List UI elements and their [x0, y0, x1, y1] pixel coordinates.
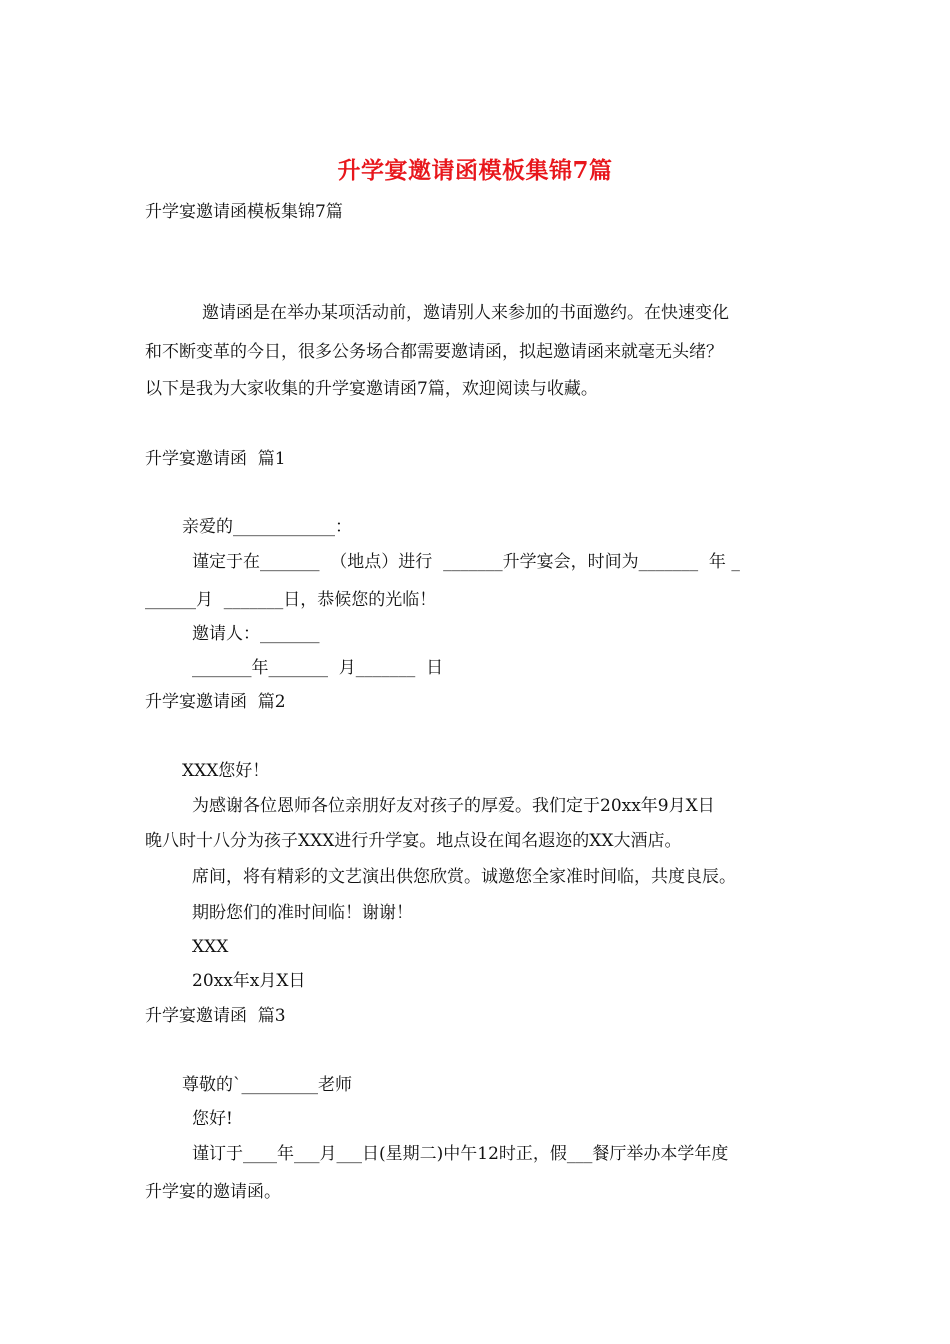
section2-line-6: XXX — [192, 937, 229, 957]
section1-line-2: 谨定于在_______ （地点）进行 _______升学宴会，时间为_______ 年 _ — [192, 552, 740, 572]
intro-line-2: 和不断变革的今日，很多公务场合都需要邀请函，拟起邀请函来就毫无头绪？ — [145, 342, 723, 362]
section1-line-3: ______月 _______日，恭候您的光临！ — [145, 590, 437, 610]
section2-line-4: 席间，将有精彩的文艺演出供您欣赏。诚邀您全家准时间临，共度良辰。 — [192, 867, 736, 887]
intro-line-3: 以下是我为大家收集的升学宴邀请函7篇，欢迎阅读与收藏。 — [145, 379, 598, 399]
intro-line-1: 邀请函是在举办某项活动前，邀请别人来参加的书面邀约。在快速变化 — [202, 303, 729, 323]
section1-line-4: 邀请人：_______ — [192, 624, 320, 644]
section3-heading: 升学宴邀请函 篇3 — [145, 1006, 286, 1026]
section2-line-7: 20xx年x月X日 — [192, 971, 306, 991]
document-subtitle: 升学宴邀请函模板集锦7篇 — [145, 202, 343, 222]
section2-heading: 升学宴邀请函 篇2 — [145, 692, 286, 712]
section3-line-3: 谨订于____年___月___日(星期二)中午12时正，假___餐厅举办本学年度 — [192, 1144, 729, 1164]
section3-line-1: 尊敬的`_________老师 — [182, 1075, 352, 1095]
section2-line-2: 为感谢各位恩师各位亲朋好友对孩子的厚爱。我们定于20xx年9月X日 — [192, 796, 715, 816]
section1-heading: 升学宴邀请函 篇1 — [145, 449, 286, 469]
section2-line-1: XXX您好！ — [182, 761, 270, 781]
section1-line-1: 亲爱的____________： — [182, 517, 352, 537]
document-title: 升学宴邀请函模板集锦7篇 — [337, 157, 613, 184]
section3-line-4: 升学宴的邀请函。 — [145, 1182, 281, 1202]
section2-line-5: 期盼您们的准时间临！谢谢！ — [192, 903, 413, 923]
section1-line-5: _______年_______ 月_______ 日 — [192, 658, 444, 678]
section3-line-2: 您好! — [192, 1109, 233, 1129]
section2-line-3: 晚八时十八分为孩子XXX进行升学宴。地点设在闻名遐迩的XX大酒店。 — [145, 831, 682, 851]
